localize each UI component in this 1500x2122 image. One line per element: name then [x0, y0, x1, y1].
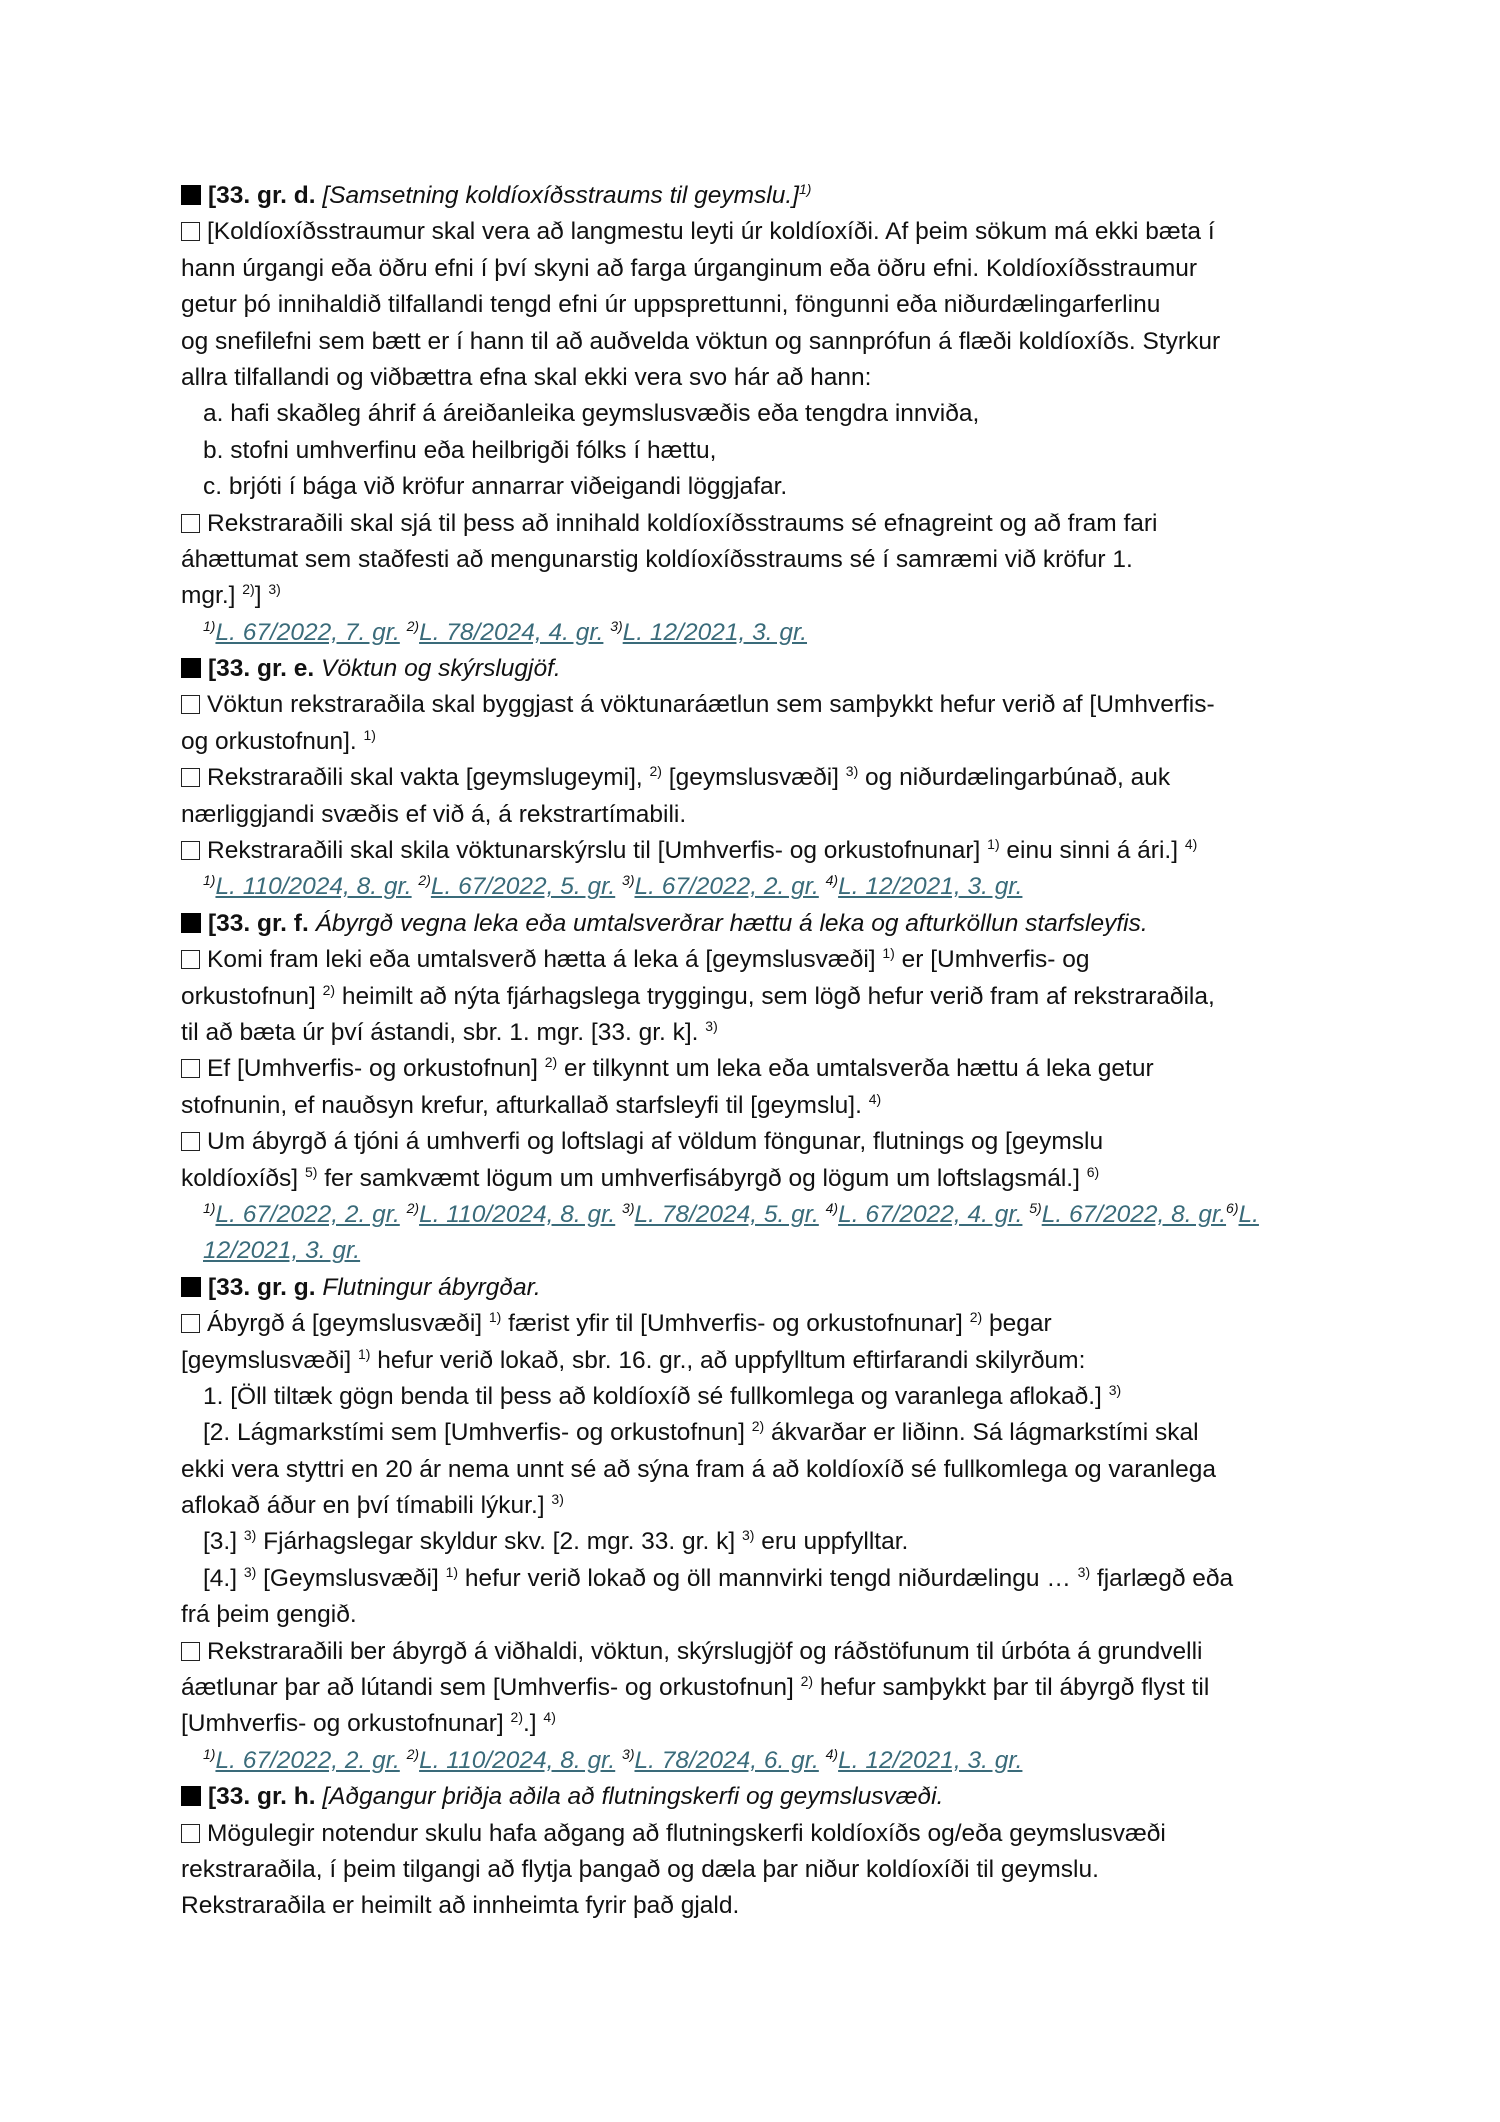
text-line [181, 724, 1331, 760]
footnote-marker: 4) [825, 1199, 839, 1216]
text-line [181, 287, 1331, 323]
text-run: Rekstraraðila er heimilt að innheimta fyrir það gjald. [181, 1892, 740, 1920]
article-title: Ábyrgð vegna leka eða umtalsverðrar hættu á leka og afturköllun starfsleyfis. [315, 909, 1148, 937]
footnote-marker: 3) [268, 581, 281, 598]
footnote-marker: 5) [304, 1163, 318, 1180]
article-title: [Aðgangur þriðja aðila að flutningskerfi og geymslusvæði. [322, 1783, 944, 1811]
article-number: [33. gr. f. [208, 909, 309, 937]
law-reference-link[interactable]: L. 110/2024, 8. gr. [419, 1200, 616, 1228]
article-section [181, 906, 1331, 1270]
text-line [181, 1488, 1331, 1524]
text-line [181, 979, 1331, 1015]
text-run: [Geymslusvæði] [256, 1564, 446, 1592]
text-run: fer samkvæmt lögum um umhverfisábyrgð og lögum um loftslagsmál.] [317, 1164, 1087, 1192]
text-run: a. hafi skaðleg áhrif á áreiðanleika geymslusvæðis eða tengdra innviða, [203, 400, 980, 428]
footnote-marker: 2) [242, 581, 255, 598]
text-line [181, 1597, 1331, 1633]
law-reference-link[interactable]: L. 12/2021, 3. gr. [838, 873, 1023, 901]
text-run: allra tilfallandi og viðbættra efna skal ekki vera svo hár að hann: [181, 363, 872, 391]
footnote-marker: 4) [1184, 836, 1198, 853]
text-run: c. brjóti í bága við kröfur annarrar viðeigandi löggjafar. [203, 473, 788, 501]
text-line [181, 1561, 1331, 1597]
text-line [181, 433, 1331, 469]
footnote-marker: 2) [406, 1199, 420, 1216]
footnote-marker: 1) [358, 1345, 371, 1362]
paragraph-marker-icon [181, 841, 200, 860]
footnote-marker: 1) [363, 726, 376, 743]
section-marker-icon [181, 185, 201, 205]
paragraph-marker-icon [181, 1642, 200, 1661]
law-reference-link[interactable]: L. 67/2022, 7. gr. [215, 618, 400, 646]
text-run: ekki vera styttri en 20 ár nema unnt sé að sýna fram á að koldíoxíð sé fullkomlega og varanlega [181, 1455, 1217, 1483]
text-run: einu sinni á ári.] [999, 837, 1185, 865]
text-line [181, 797, 1331, 833]
footnote-marker: 3) [741, 1527, 755, 1544]
text-run: og orkustofnun]. [181, 727, 364, 755]
text-line [181, 1415, 1331, 1451]
text-run: Rekstraraðili skal vakta [geymslugeymi], [207, 764, 650, 792]
footnote-marker: 6) [1226, 1199, 1239, 1216]
paragraph-marker-icon [181, 1132, 200, 1151]
text-run: eru uppfylltar. [754, 1528, 909, 1556]
footnote-marker: 2) [649, 763, 662, 780]
footnote-marker: 4) [825, 872, 839, 889]
text-run: Vöktun rekstraraðila skal byggjast á vöktunaráætlun sem samþykkt hefur verið af [Umhverfis- [207, 691, 1215, 719]
text-line [181, 942, 1331, 978]
article-section [181, 1270, 1331, 1779]
law-reference-link[interactable]: L. 67/2022, 4. gr. [838, 1200, 1023, 1228]
article-number: [33. gr. e. [208, 655, 315, 683]
paragraph-marker-icon [181, 768, 200, 787]
law-document [181, 178, 1331, 1925]
article-section [181, 651, 1331, 906]
section-marker-icon [181, 913, 201, 933]
text-run: hefur verið lokað og öll mannvirki tengd niðurdælingu … [458, 1564, 1078, 1592]
text-run: þegar [982, 1310, 1052, 1338]
paragraph-marker-icon [181, 222, 200, 241]
text-run: Ábyrgð á [geymslusvæði] [207, 1310, 489, 1338]
text-run: aflokað áður en því tímabili lýkur.] [181, 1492, 552, 1520]
text-run: rekstraraðila, í þeim tilgangi að flytja þangað og dæla þar niður koldíoxíði til geymslu. [181, 1856, 1099, 1883]
text-run: getur þó innihaldið tilfallandi tengd efni úr uppsprettunni, föngunni eða niðurdælingarferlinu [181, 291, 1161, 319]
law-reference-link[interactable]: L. 12/2021, 3. gr. [203, 1200, 1259, 1265]
article-header [181, 1270, 1331, 1306]
footnote-marker: 1) [203, 617, 216, 634]
footnote-marker: 2) [510, 1709, 523, 1726]
text-run: frá þeim gengið. [181, 1601, 357, 1629]
text-line [181, 1161, 1331, 1197]
footnote-marker: 1) [488, 1309, 502, 1326]
footnote-line [181, 869, 1331, 905]
article-number: [33. gr. d. [208, 182, 316, 209]
article-header [181, 1779, 1331, 1815]
text-run: er tilkynnt um leka eða umtalsverða hættu á leka getur [557, 1055, 1154, 1083]
paragraph-marker-icon [181, 1314, 200, 1333]
text-run: [Umhverfis- og orkustofnunar] [181, 1710, 511, 1738]
text-line [181, 251, 1331, 287]
law-reference-link[interactable]: L. 67/2022, 2. gr. [634, 873, 819, 901]
text-line [181, 396, 1331, 432]
article-number: [33. gr. h. [208, 1783, 316, 1811]
text-run: hefur samþykkt þar til ábyrgð flyst til [813, 1674, 1210, 1702]
text-line [181, 1816, 1331, 1852]
footnote-marker: 5) [1029, 1199, 1042, 1216]
text-run: stofnunin, ef nauðsyn krefur, afturkallað starfsleyfi til [geymslu]. [181, 1091, 869, 1119]
text-line [181, 1634, 1331, 1670]
footnote-marker: 1) [987, 836, 1000, 853]
text-line [181, 214, 1331, 250]
text-line [181, 1524, 1331, 1560]
text-line [181, 324, 1331, 360]
footnote-marker: 1) [882, 945, 895, 962]
text-line [181, 1670, 1331, 1706]
footnote-marker: 6) [1086, 1163, 1100, 1180]
article-header [181, 906, 1331, 942]
text-line [181, 1706, 1331, 1742]
text-run: [Koldíoxíðsstraumur skal vera að langmestu leyti úr koldíoxíði. Af þeim sökum má ekki bæta í [207, 218, 1215, 246]
text-run: heimilt að nýta fjárhagslega tryggingu, sem lögð hefur verið fram af rekstraraðila, [335, 982, 1215, 1010]
law-reference-link[interactable]: L. 12/2021, 3. gr. [838, 1746, 1023, 1774]
article-number: [33. gr. g. [208, 1273, 316, 1301]
text-run: og niðurdælingarbúnað, auk [858, 764, 1171, 792]
text-line [181, 1379, 1331, 1415]
article-section [181, 1779, 1331, 1925]
text-run: hefur verið lokað, sbr. 16. gr., að uppfylltum eftirfarandi skilyrðum: [370, 1346, 1086, 1374]
text-run: orkustofnun] [181, 982, 323, 1010]
footnote-marker: 1) [798, 181, 812, 197]
text-line [181, 833, 1331, 869]
text-run: Rekstraraðili skal sjá til þess að innihald koldíoxíðsstraums sé efnagreint og að fram fari [207, 509, 1158, 537]
paragraph-marker-icon [181, 695, 200, 714]
text-line [181, 1852, 1331, 1888]
text-line [181, 687, 1331, 723]
text-run: 1. [Öll tiltæk gögn benda til þess að koldíoxíð sé fullkomlega og varanlega aflokað.] [203, 1382, 1109, 1410]
article-title: Vöktun og skýrslugjöf. [321, 655, 561, 683]
text-run: [geymslusvæði] [661, 764, 846, 792]
text-run: mgr.] [181, 582, 243, 610]
footnote-marker: 3) [610, 617, 623, 634]
footnote-marker: 3) [845, 763, 859, 780]
footnote-marker: 3) [551, 1491, 564, 1508]
text-run: [geymslusvæði] [181, 1346, 359, 1374]
text-run: og snefilefni sem bætt er í hann til að auðvelda vöktun og sannprófun á flæði koldíoxíðs. Styrkur [181, 327, 1221, 355]
article-section [181, 178, 1331, 651]
footnote-line [181, 1743, 1331, 1779]
footnote-marker: 3) [622, 872, 635, 889]
text-run: [4.] [203, 1564, 244, 1592]
footnote-marker: 3) [622, 1745, 635, 1762]
footnote-marker: 2) [406, 1745, 420, 1762]
article-header [181, 178, 1331, 214]
footnote-marker: 4) [543, 1709, 556, 1726]
article-header [181, 651, 1331, 687]
text-run: fjarlægð eða [1090, 1564, 1234, 1592]
law-reference-link[interactable]: L. 78/2024, 4. gr. [419, 618, 604, 646]
footnote-marker: 2) [418, 872, 431, 889]
text-run: .] [522, 1710, 544, 1738]
footnote-marker: 2) [751, 1418, 765, 1435]
section-marker-icon [181, 658, 201, 678]
paragraph-marker-icon [181, 1824, 200, 1843]
footnote-marker: 4) [868, 1090, 882, 1107]
text-line [181, 1015, 1331, 1051]
text-run: [3.] [203, 1528, 244, 1556]
text-run: ] [254, 582, 269, 610]
text-run: ákvarðar er liðinn. Sá lágmarkstími skal [764, 1419, 1199, 1447]
text-line [181, 360, 1331, 396]
text-run: hann úrgangi eða öðru efni í því skyni að farga úrganginum eða öðru efni. Koldíoxíðsstraumur [181, 254, 1198, 282]
text-line [181, 1343, 1331, 1379]
section-marker-icon [181, 1786, 201, 1806]
footnote-marker: 2) [544, 1054, 558, 1071]
paragraph-marker-icon [181, 514, 200, 533]
text-line [181, 1124, 1331, 1160]
text-run: [2. Lágmarkstími sem [Umhverfis- og orkustofnun] [203, 1419, 752, 1447]
law-reference-link[interactable]: L. 67/2022, 5. gr. [430, 873, 616, 901]
footnote-marker: 3) [705, 1017, 718, 1034]
text-line [181, 1452, 1331, 1488]
footnote-marker: 2) [322, 981, 336, 998]
text-run: b. stofni umhverfinu eða heilbrigði fólks í hættu, [203, 436, 717, 464]
paragraph-marker-icon [181, 950, 200, 969]
article-title: [Samsetning koldíoxíðsstraums til geymslu.] [322, 182, 799, 209]
text-run: nærliggjandi svæðis ef við á, á rekstrartímabili. [181, 800, 687, 828]
footnote-marker: 1) [445, 1563, 459, 1580]
text-line [181, 578, 1331, 614]
footnote-marker: 2) [406, 617, 420, 634]
footnote-marker: 3) [622, 1199, 635, 1216]
law-reference-link[interactable]: L. 67/2022, 2. gr. [215, 1200, 400, 1228]
text-run: færist yfir til [Umhverfis- og orkustofnunar] [501, 1310, 970, 1338]
footnote-marker: 3) [1077, 1563, 1091, 1580]
text-run: er [Umhverfis- og [894, 946, 1090, 974]
footnote-marker: 1) [203, 872, 216, 889]
section-marker-icon [181, 1277, 201, 1297]
footnote-line [181, 615, 1331, 651]
footnote-marker: 4) [825, 1745, 839, 1762]
footnote-marker: 1) [203, 1745, 216, 1762]
text-line [181, 760, 1331, 796]
law-reference-link[interactable]: L. 67/2022, 2. gr. [215, 1746, 400, 1774]
footnote-marker: 3) [243, 1563, 257, 1580]
footnote-marker: 2) [969, 1309, 983, 1326]
text-line [181, 1306, 1331, 1342]
text-run: Fjárhagslegar skyldur skv. [2. mgr. 33. gr. k] [256, 1528, 742, 1556]
footnote-marker: 2) [800, 1673, 814, 1690]
text-run: Ef [Umhverfis- og orkustofnun] [207, 1055, 545, 1083]
text-line [181, 1088, 1331, 1124]
text-line [181, 469, 1331, 505]
law-reference-link[interactable]: L. 78/2024, 6. gr. [634, 1746, 819, 1774]
text-line [181, 506, 1331, 542]
law-reference-link[interactable]: L. 110/2024, 8. gr. [215, 873, 412, 901]
law-reference-link[interactable]: L. 67/2022, 8. gr. [1041, 1200, 1227, 1228]
article-title: Flutningur ábyrgðar. [322, 1273, 541, 1301]
text-run: koldíoxíðs] [181, 1164, 305, 1192]
footnote-marker: 3) [243, 1527, 257, 1544]
text-run: til að bæta úr því ástandi, sbr. 1. mgr. [33. gr. k]. [181, 1018, 706, 1046]
text-run: Mögulegir notendur skulu hafa aðgang að flutningskerfi koldíoxíðs og/eða geymslusvæði [207, 1819, 1166, 1847]
text-run: Rekstraraðili ber ábyrgð á viðhaldi, vöktun, skýrslugjöf og ráðstöfunum til úrbóta á grundvelli [207, 1637, 1203, 1665]
text-run: áhættumat sem staðfesti að mengunarstig koldíoxíðsstraums sé í samræmi við kröfur 1. [181, 545, 1133, 573]
law-reference-link[interactable]: L. 78/2024, 5. gr. [634, 1200, 819, 1228]
law-reference-link[interactable]: L. 12/2021, 3. gr. [622, 618, 808, 646]
footnote-line [181, 1197, 1278, 1270]
text-line [181, 1888, 1331, 1924]
footnote-marker: 1) [203, 1199, 216, 1216]
text-run: áætlunar þar að lútandi sem [Umhverfis- og orkustofnun] [181, 1674, 801, 1702]
law-reference-link[interactable]: L. 110/2024, 8. gr. [419, 1746, 616, 1774]
text-run: Rekstraraðili skal skila vöktunarskýrslu til [Umhverfis- og orkustofnunar] [207, 837, 988, 865]
text-run: Um ábyrgð á tjóni á umhverfi og loftslagi af völdum föngunar, flutnings og [geymslu [207, 1128, 1104, 1156]
text-line [181, 542, 1331, 578]
paragraph-marker-icon [181, 1059, 200, 1078]
text-line [181, 1051, 1331, 1087]
text-run: Komi fram leki eða umtalsverð hætta á leka á [geymslusvæði] [207, 946, 883, 974]
footnote-marker: 3) [1108, 1381, 1122, 1398]
